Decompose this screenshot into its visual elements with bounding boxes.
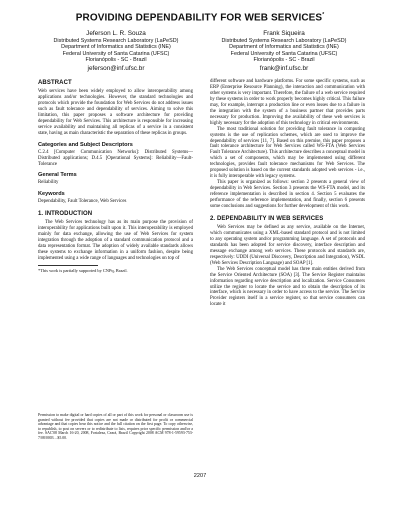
permission-notice: Permission to make digital or hard copies of all or part of this work for personal or classroom use is granted without fee provided that copies are not made or distributed for profit or commercial advantage and that copies bear this notice and the full citation on the first page. To copy otherwise, to republish, to post on servers or to redistribute to lists, requires prior specific permission and/or a fee. SAC'08 March 16-20, 2008, Fortaleza, Ceará, Brazil Copyright 2008 ACM 978-1-59593-753-7/08/0003 ...$5.00.: [38, 413, 193, 440]
general-terms-heading: General Terms: [38, 172, 77, 179]
author-affiliation: Distributed Systems Research Laboratory (LaPeSD): [53, 38, 179, 44]
footnote-text: *This work is partially supported by CNPq, Brazil.: [38, 268, 128, 274]
abstract-text: Web services have been widely employed to allow interoperability among applications and/or technologies. However, the standard technologies and protocols which provide the foundation for Web Services do not address issues such as fault tolerance and dependability of services. Aiming to solve this limitation, this paper proposes a software architecture for providing dependability for Web Services. This architecture is responsible for increasing service availability and maintaining all replicas of a service in a consistent state, having as main characteristic the separation of these replicas in groups.: [38, 89, 193, 136]
introduction-heading: 1. INTRODUCTION: [38, 211, 93, 218]
introduction-text: The Web Services technology has as its main purpose the provision of interoperability for applications built upon it. This interoperability is employed mainly for data exchange, allowing the use of Web Services for system integration through the adoption of a standard communication protocol and a data representation format. The adoption of widely available standards allows these systems to exchange information in a uniform fashion, despite being implemented using a wide range of languages and technologies on top of: [38, 220, 193, 262]
author-2: [204, 30, 364, 73]
body-paragraph: The most traditional solution for providing fault tolerance in computing systems is the use of replication schemes, which are used to improve the dependability of services [11, 7]. Based on this premise, this paper proposes a fault tolerance architecture for Web Services called WS-FTA (Web Services Fault Tolerance Architecture). This architecture describes a conceptual model in which a set of components, which may be implemented using different technologies, provides fault tolerance mechanisms for Web Services. The proposed solution is based on the current standards adopted web services - i.e., it is fully interoperable with legacy systems.: [210, 126, 365, 180]
section-2-heading: 2. DEPENDABILITY IN WEB SERVICES: [210, 215, 324, 222]
keywords-heading: Keywords: [38, 191, 65, 198]
left-column: [38, 79, 193, 273]
general-terms-text: Reliability: [38, 180, 59, 186]
author-1: [36, 30, 196, 73]
title-footnote-mark: *: [322, 12, 325, 18]
categories-heading: Categories and Subject Descriptors: [38, 141, 133, 148]
body-paragraph: The Web Services conceptual model has three main entities derived from the Service Oriented Architecture (SOA) [3]. The Service Register maintains information regarding service description and localization. Service Consumers utilize the register to locate the service and to obtain the description of its interface, which is necessary in order to have access to the service. The Service Provider registers itself in a service register, so that service consumers can locate it: [210, 266, 365, 308]
body-paragraph: Web Services may be defined as any service, available on the Internet, which communicates using a XML-based standard protocol and is not limited to any operating system and/or programming language. A set of protocols and standards has been adopted for service discovery, interface description and message exchange among web services. These protocols and standards are, respectively: UDDI (Universal Discovery, Description and Integration), WSDL (Web Services Description Language) and SOAP [1].: [210, 224, 365, 266]
author-email: jeferson@inf.ufsc.br: [87, 64, 145, 72]
author-location: Florianópolis - SC - Brazil: [253, 57, 315, 64]
abstract-heading: ABSTRACT: [38, 80, 72, 86]
body-paragraph: This paper is organized as follows: section 2 presents a general view of dependability in Web Services. Section 3 presents the WS-FTA model, and its reference implementation is described in section 4. Section 5 evaluates the performance of the reference implementation, and finally, section 6 presents some conclusions and suggestions for further development of this work.: [210, 180, 365, 210]
right-column: [210, 79, 365, 308]
author-affiliation: Distributed Systems Research Laboratory (LaPeSD): [221, 38, 347, 44]
author-name: Frank Siqueira: [263, 30, 305, 37]
author-name: Jeferson L. R. Souza: [86, 30, 146, 37]
paper-title: [40, 9, 360, 24]
footnote-rule: [38, 265, 98, 266]
title-text: PROVIDING DEPENDABILITY FOR WEB SERVICES: [75, 12, 323, 24]
keywords-text: Dependability, Fault Tolerance, Web Services: [38, 199, 127, 205]
categories-text: C.2.4 [Computer Communication Networks]: Distributed Systems—Distributed applications; D.4.5 [Operational Systems]: Reliability—Fault-Tolerance: [38, 149, 193, 167]
page-number: 2207: [193, 473, 207, 479]
author-email: frank@inf.ufsc.br: [259, 64, 309, 72]
author-affiliation: Federal University of Santa Catarina (UFSC): [62, 50, 170, 57]
author-affiliation: Federal University of Santa Catarina (UFSC): [230, 50, 338, 57]
author-location: Florianópolis - SC - Brazil: [85, 57, 147, 64]
author-affiliation: Department of Informatics and Statistics (INE): [61, 44, 171, 51]
body-paragraph: different software and hardware platforms. For some specific systems, such as ERP (Enterprise Resource Planning), the interaction and communication with other systems is very important. Therefore, the failure of a web service required by these systems in order to work properly becomes highly critical. This failure may, for example, interrupt a production line or even losses due to a failure in the integration with the system of a business partner that provides parts necessary for production. Improving the availability of these web services is highly necessary for the adoption of this technology in critical environments.: [210, 79, 365, 126]
author-affiliation: Department of Informatics and Statistics (INE): [229, 44, 339, 51]
